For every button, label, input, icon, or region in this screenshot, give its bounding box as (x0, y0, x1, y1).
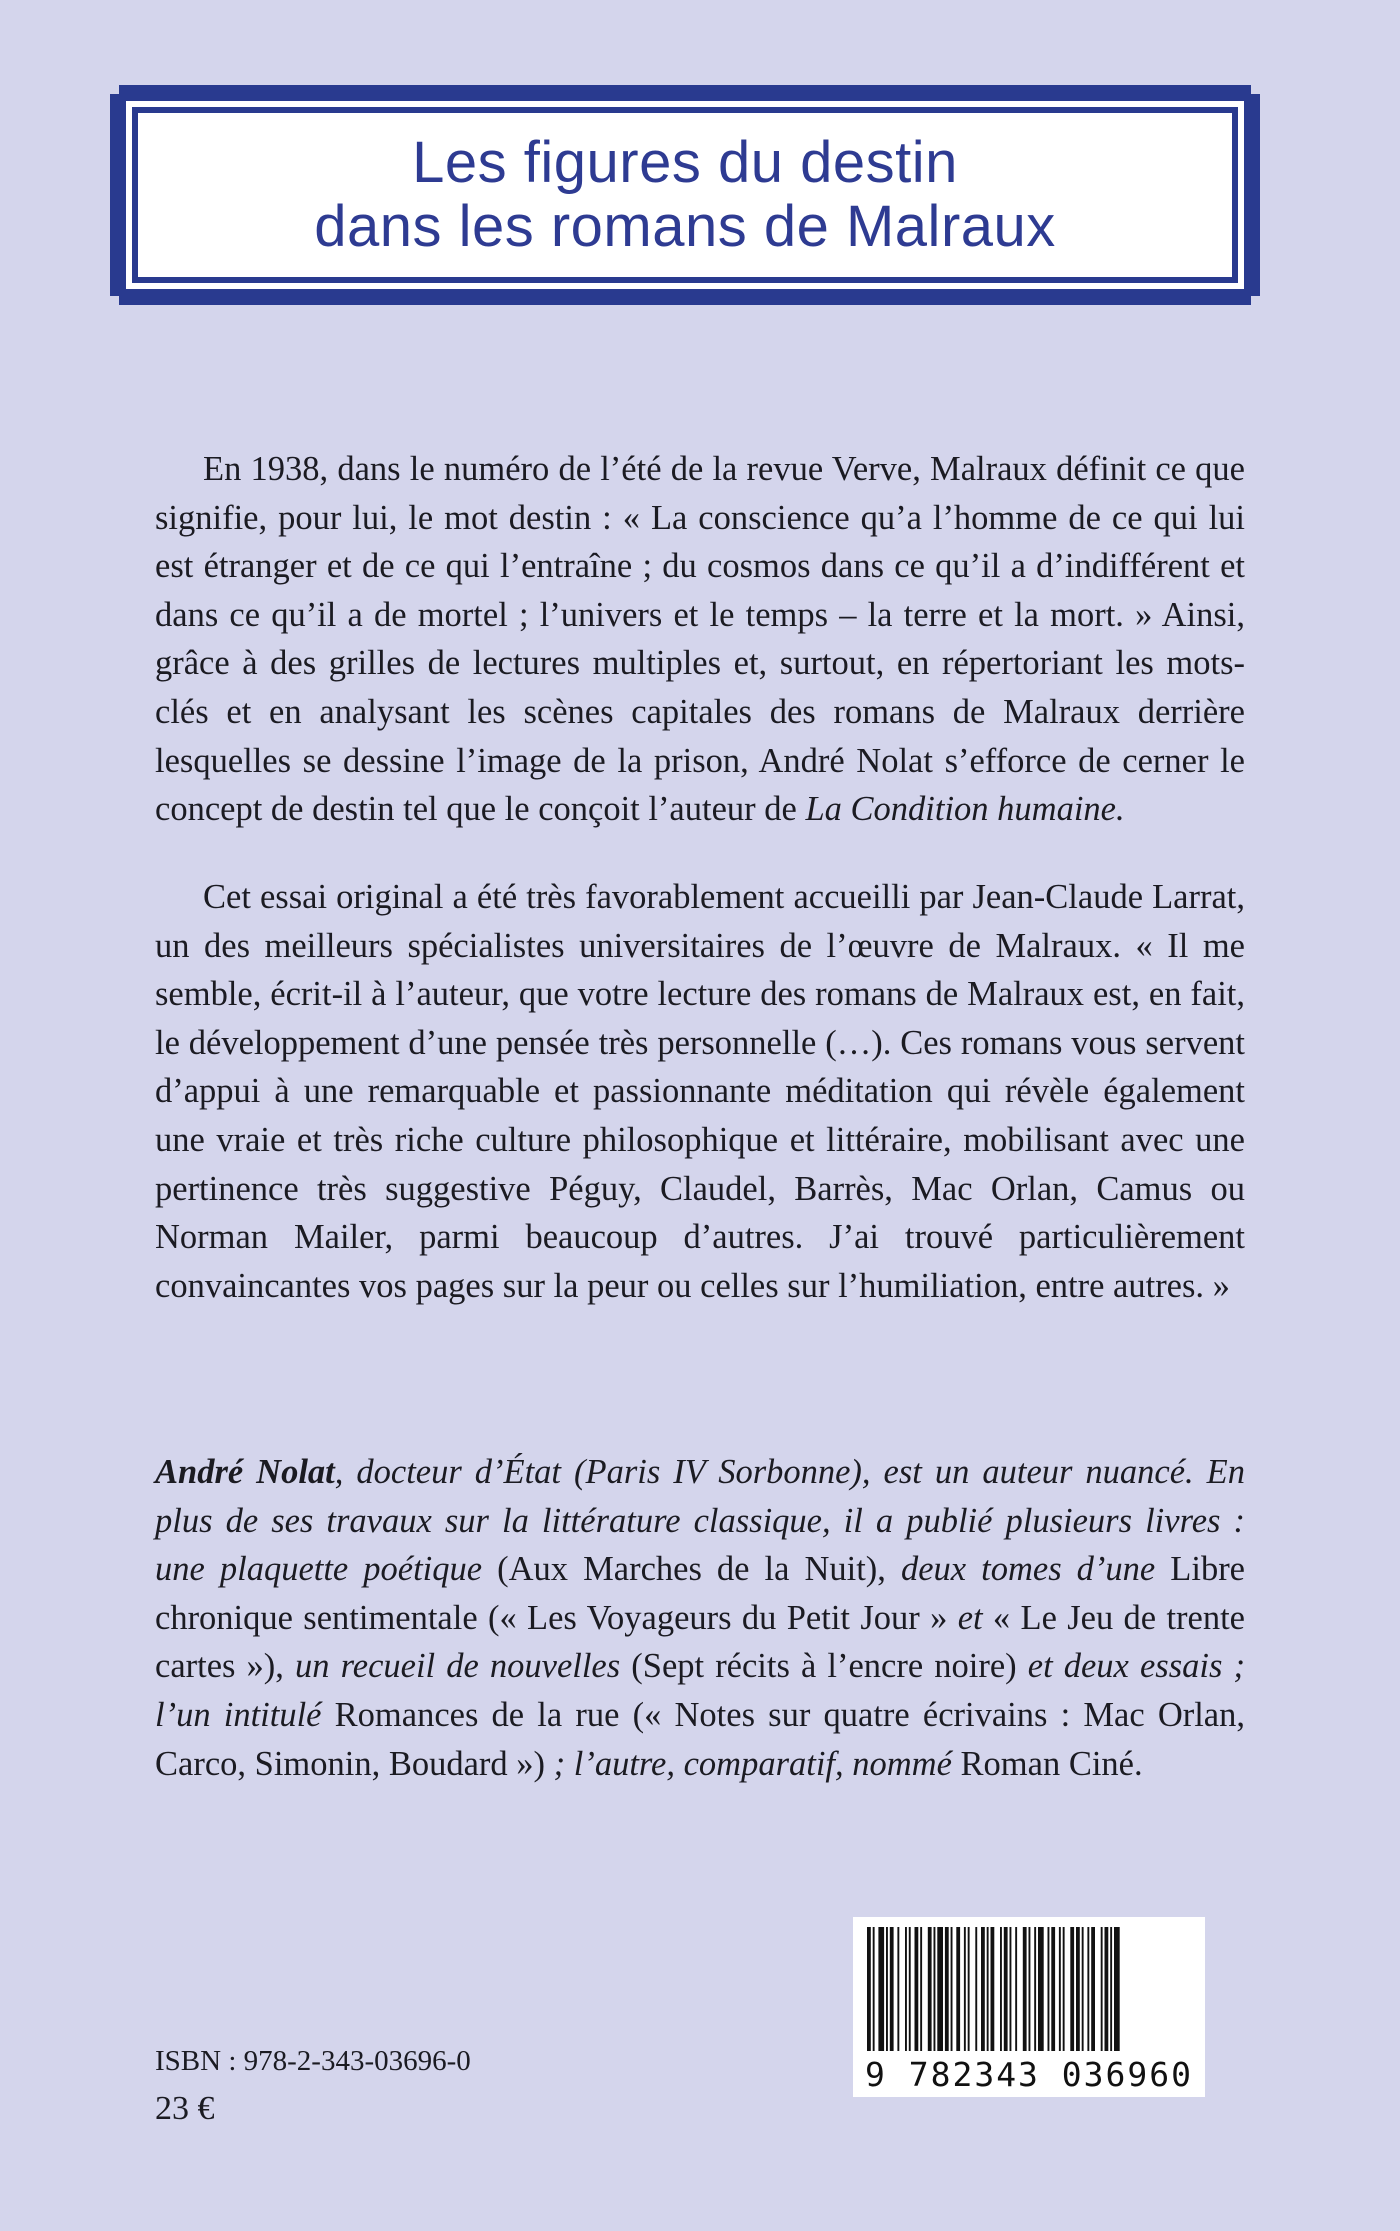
bio-text: un recueil de nouvelles (295, 1647, 632, 1686)
corner-notch (1251, 76, 1269, 94)
bio-work: (Sept récits à l’encre noire) (631, 1647, 1028, 1686)
bio-work: Libre chronique sentimentale (« Les Voyageurs du Petit Jour » (155, 1550, 1245, 1637)
corner-notch (101, 296, 119, 314)
title-line-1: Les figures du destin (412, 130, 958, 195)
price: 23 € (155, 2090, 215, 2127)
bio-text: et (957, 1598, 993, 1637)
title-line-2: dans les romans de Malraux (314, 194, 1056, 259)
author-bio (155, 1448, 1245, 1788)
bio-text: , docteur d’État (Paris IV Sorbonne), est un auteur nuancé. En plus de ses travaux sur la littérature classique, il a publié plusieurs livres : une plaquette poétique (155, 1453, 1245, 1589)
summary-text: En 1938, dans le numéro de l’été de la revue Verve, Malraux définit ce que signifie, pour lui, le mot destin : « La conscience qu’a l’homme de ce qui lui est étranger et de ce qui l’entraîne ; du cosmos dans ce qu’il a d’indifférent et dans ce qu’il a de mortel ; l’univers et le temps – la terre et la mort. » Ainsi, grâce à des grilles de lectures multiples et, surtout, en répertoriant les mots-clés et en analysant les scènes capitales des romans de Malraux derrière lesquelles se dessine l’image de la prison, André Nolat s’efforce de cerner le concept de destin tel que le conçoit l’auteur de (155, 450, 1245, 829)
bio-work: (Aux Marches de la Nuit), (497, 1550, 901, 1589)
bio-work: Romances de la rue (« Notes sur quatre écrivains : Mac Orlan, Carco, Simonin, Boudard ») (155, 1695, 1245, 1783)
corner-notch (101, 76, 119, 94)
bio-work: Roman Ciné. (960, 1744, 1143, 1783)
title-panel (138, 113, 1232, 277)
barcode-bars (863, 1927, 1195, 2055)
review-paragraph (155, 873, 1245, 1310)
summary-paragraph (155, 445, 1245, 834)
corner-notch (1251, 296, 1269, 314)
bio-text: et deux essais ; l’un intitulé (155, 1647, 1245, 1734)
isbn: ISBN : 978-2-343-03696-0 (155, 2045, 471, 2077)
book-title: La Condition humaine. (805, 790, 1125, 829)
bio-text: deux tomes d’une (900, 1550, 1171, 1589)
bio-work: « Le Jeu de trente cartes »), (155, 1598, 1245, 1686)
author-name: André Nolat (155, 1453, 335, 1491)
bio-text: ; l’autre, comparatif, nommé (553, 1744, 961, 1783)
review-text: Cet essai original a été très favorablement accueilli par Jean-Claude Larrat, un des meilleurs spécialistes universitaires de l’œuvre de Malraux. « Il me semble, écrit-il à l’auteur, que votre lecture des romans de Malraux est, en fait, le développement d’une pensée très personnelle (…). Ces romans vous servent d’appui à une remarquable et passionnante méditation qui révèle également une vraie et très riche culture philosophique et littéraire, mobilisant avec une pertinence très suggestive Péguy, Claudel, Barrès, Mac Orlan, Camus ou Norman Mailer, parmi beaucoup d’autres. J’ai trouvé particulièrement convaincantes vos pages sur la peur ou celles sur l’humiliation, entre autres. » (155, 878, 1245, 1305)
barcode (853, 1917, 1205, 2097)
title-frame (110, 85, 1260, 305)
barcode-digits: 9 782343 036960 (864, 2055, 1193, 2094)
